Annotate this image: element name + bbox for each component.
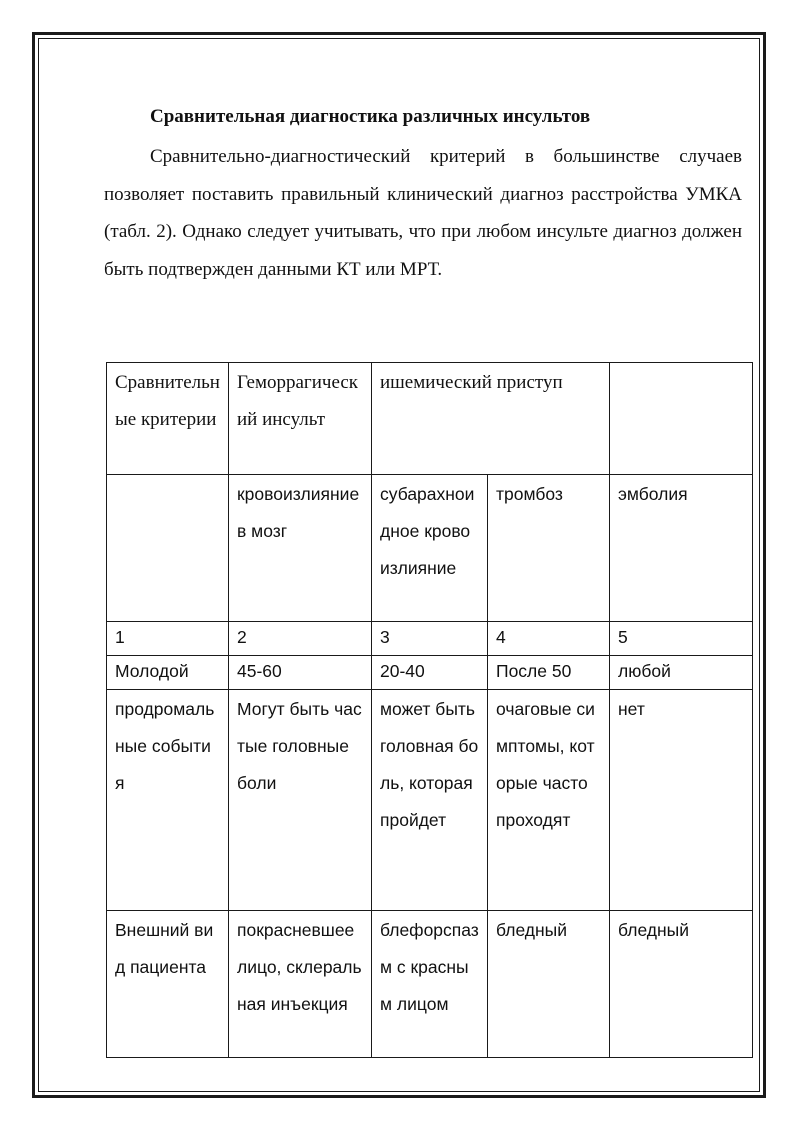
stroke-comparison-table	[106, 362, 753, 1058]
table-cell: очаговые симптомы, которые часто проходят	[488, 690, 610, 911]
subheader-subarachnoid-cell: субарахноидное кровоизлияние	[372, 475, 488, 622]
table-cell: Молодой	[107, 656, 229, 690]
header-empty-cell	[610, 363, 753, 475]
subheader-brain-hemorrhage-cell: кровоизлияние в мозг	[229, 475, 372, 622]
table-cell: Могут быть частые головные боли	[229, 690, 372, 911]
table-cell: 4	[488, 622, 610, 656]
table-row	[107, 911, 753, 1058]
table-cell: бледный	[488, 911, 610, 1058]
table-cell: 5	[610, 622, 753, 656]
header-ischemic-cell: ишемический приступ	[372, 363, 610, 475]
table-cell: нет	[610, 690, 753, 911]
section-heading: Сравнительная диагностика различных инсультов	[150, 106, 591, 127]
table-cell: 3	[372, 622, 488, 656]
table-cell: 20-40	[372, 656, 488, 690]
table-cell: 45-60	[229, 656, 372, 690]
table-row	[107, 690, 753, 911]
table-cell: покрасневшее лицо, склеральная инъекция	[229, 911, 372, 1058]
subheader-empty-cell	[107, 475, 229, 622]
table-cell: может быть головная боль, которая пройдет	[372, 690, 488, 911]
subheader-embolism-cell: эмболия	[610, 475, 753, 622]
table-cell: 2	[229, 622, 372, 656]
subheader-thrombosis-cell: тромбоз	[488, 475, 610, 622]
table-header-row	[107, 363, 753, 475]
header-criteria-cell: Сравнительные критерии	[107, 363, 229, 475]
table-cell: любой	[610, 656, 753, 690]
table-cell: блефорспазм с красным лицом	[372, 911, 488, 1058]
table-row	[107, 622, 753, 656]
intro-paragraph: Сравнительно-диагностический критерий в большинстве случаев позволяет поставить правильный клинический диагноз расстройства УМКА (табл. 2). Однако следует учитывать, что при любом инсульте диагноз должен быть подтвержден данными КТ или МРТ.	[104, 146, 742, 280]
table-cell: Внешний вид пациента	[107, 911, 229, 1058]
table-cell: 1	[107, 622, 229, 656]
table-row	[107, 656, 753, 690]
table-cell: бледный	[610, 911, 753, 1058]
table-subheader-row	[107, 475, 753, 622]
table-cell: После 50	[488, 656, 610, 690]
header-hemorrhagic-cell: Геморрагический инсульт	[229, 363, 372, 475]
table-cell: продромальные события	[107, 690, 229, 911]
